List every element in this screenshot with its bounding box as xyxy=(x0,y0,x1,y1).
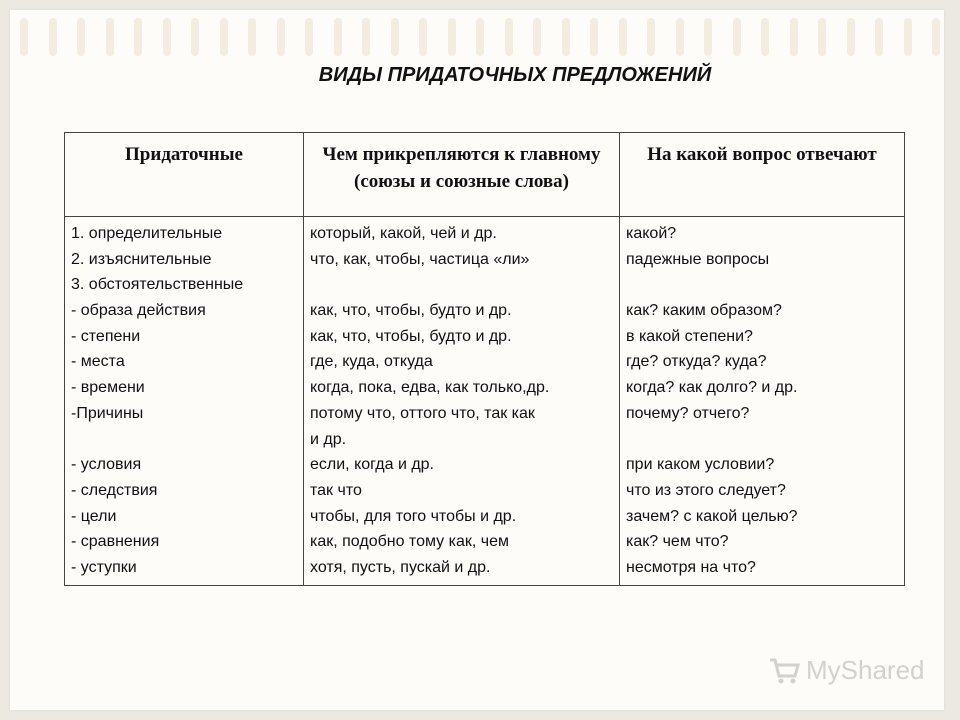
notebook-holes xyxy=(20,18,940,58)
question-item: несмотря на что? xyxy=(626,558,756,576)
question-item: что из этого следует? xyxy=(626,481,786,499)
question-item: где? откуда? куда? xyxy=(626,353,767,371)
notebook-hole xyxy=(761,18,769,56)
connector-item xyxy=(310,272,613,298)
clause-type-item: - условия xyxy=(71,456,142,474)
notebook-hole xyxy=(334,18,342,56)
clause-type-item: - цели xyxy=(71,507,117,525)
clause-type-item: - сравнения xyxy=(71,533,160,551)
notebook-hole xyxy=(533,18,541,56)
notebook-hole xyxy=(191,18,199,56)
connector-item: как, что, чтобы, будто и др. xyxy=(310,302,512,320)
question-item xyxy=(626,427,898,453)
notebook-hole xyxy=(875,18,883,56)
notebook-hole xyxy=(163,18,171,56)
connector-item: чтобы, для того чтобы и др. xyxy=(310,507,517,525)
clause-type-item: - времени xyxy=(71,379,145,397)
connector-item: и др. xyxy=(310,430,347,448)
notebook-hole xyxy=(476,18,484,56)
connector-item: как, что, чтобы, будто и др. xyxy=(310,327,512,345)
notebook-hole xyxy=(847,18,855,56)
clause-type-item: -Причины xyxy=(71,404,144,422)
notebook-hole xyxy=(305,18,313,56)
notebook-hole xyxy=(676,18,684,56)
shopping-cart-icon xyxy=(768,656,802,686)
notebook-hole xyxy=(790,18,798,56)
table-row xyxy=(65,217,905,586)
notebook-hole xyxy=(106,18,114,56)
notebook-hole xyxy=(49,18,57,56)
notebook-hole xyxy=(647,18,655,56)
header-clauses: Придаточные xyxy=(65,133,304,217)
connector-item: хотя, пусть, пускай и др. xyxy=(310,558,491,576)
clause-type-item: 3. обстоятельственные xyxy=(71,276,244,294)
notebook-hole xyxy=(704,18,712,56)
header-questions: На какой вопрос отвечают xyxy=(620,133,905,217)
clause-type-item: - места xyxy=(71,353,125,371)
connector-item: как, подобно тому как, чем xyxy=(310,533,509,551)
watermark-text: MyShared xyxy=(806,655,925,685)
header-connectors: Чем прикрепляются к главному (союзы и союзные слова) xyxy=(304,133,620,217)
table-header-row xyxy=(65,133,905,217)
notebook-hole xyxy=(932,18,940,56)
notebook-hole xyxy=(562,18,570,56)
question-item: падежные вопросы xyxy=(626,250,770,268)
notebook-hole xyxy=(419,18,427,56)
question-item: когда? как долго? и др. xyxy=(626,379,798,397)
clause-type-item: - степени xyxy=(71,327,141,345)
notebook-hole xyxy=(505,18,513,56)
notebook-hole xyxy=(391,18,399,56)
notebook-hole xyxy=(904,18,912,56)
notebook-hole xyxy=(448,18,456,56)
notebook-hole xyxy=(277,18,285,56)
question-item: почему? отчего? xyxy=(626,404,750,422)
question-item: как? каким образом? xyxy=(626,302,782,320)
question-item: зачем? с какой целью? xyxy=(626,507,798,525)
connector-item: так что xyxy=(310,481,362,499)
connector-item: когда, пока, едва, как только,др. xyxy=(310,379,550,397)
page-title: ВИДЫ ПРИДАТОЧНЫХ ПРЕДЛОЖЕНИЙ xyxy=(318,64,712,86)
questions-cell xyxy=(620,217,905,586)
notebook-hole xyxy=(77,18,85,56)
notebook-hole xyxy=(20,18,28,56)
myshared-watermark xyxy=(768,655,925,686)
connector-item: что, как, чтобы, частица «ли» xyxy=(310,250,530,268)
question-item: какой? xyxy=(626,225,677,242)
notebook-hole xyxy=(134,18,142,56)
notebook-hole xyxy=(220,18,228,56)
question-item: в какой степени? xyxy=(626,327,753,345)
connector-item: который, какой, чей и др. xyxy=(310,225,497,242)
connector-item: где, куда, откуда xyxy=(310,353,433,371)
clauses-table xyxy=(64,132,905,586)
clause-type-item: 1. определительные xyxy=(71,225,223,242)
notebook-hole xyxy=(818,18,826,56)
question-item: как? чем что? xyxy=(626,533,729,551)
connectors-cell xyxy=(304,217,620,586)
notebook-hole xyxy=(733,18,741,56)
notebook-hole xyxy=(590,18,598,56)
connector-item: если, когда и др. xyxy=(310,456,434,474)
notebook-hole xyxy=(362,18,370,56)
clause-types-cell xyxy=(65,217,304,586)
clause-type-item: - уступки xyxy=(71,558,137,576)
question-item: при каком условии? xyxy=(626,456,775,474)
notebook-hole xyxy=(619,18,627,56)
clause-type-item: - образа действия xyxy=(71,302,206,320)
clause-type-item: - следствия xyxy=(71,481,158,499)
notebook-hole xyxy=(248,18,256,56)
question-item xyxy=(626,272,898,298)
clause-type-item: 2. изъяснительные xyxy=(71,250,212,268)
clause-type-item xyxy=(71,427,297,453)
connector-item: потому что, оттого что, так как xyxy=(310,404,535,422)
